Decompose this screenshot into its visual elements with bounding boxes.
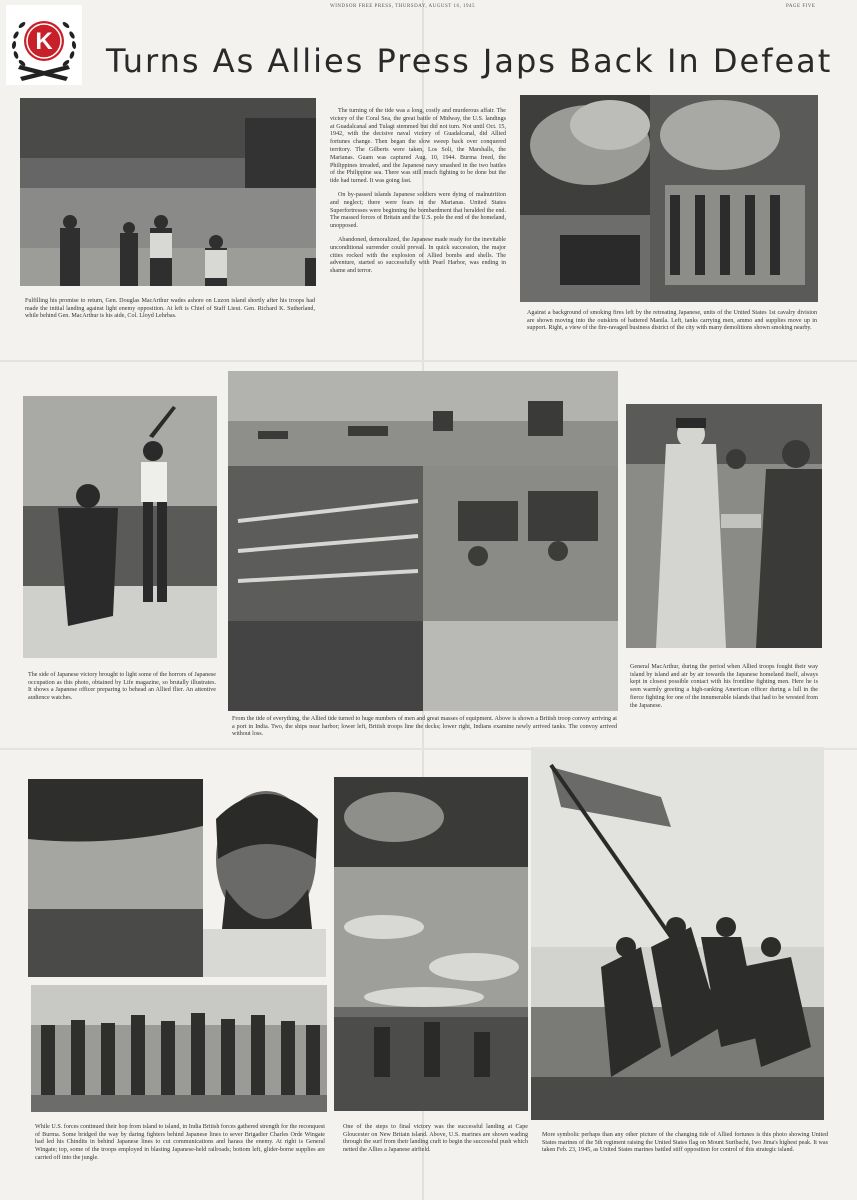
caption-manila: Against a background of smoking fires left by the retreating Japanese, units of the United States 1st cavalry division are shown moving into the outskirts of battered Manila. Left, tanks carrying men, ammo and supplies move up in support. Right, a view of the fire-ravaged business district of the city with many demolitions shown smoking nearby. — [527, 310, 817, 332]
page-number: PAGE FIVE — [786, 4, 816, 9]
article-paragraph: The turning of the tide was a long, costly and murderous affair. The victory of the Coral Sea, the great battle of Midway, the U.S. landings at Guadalcanal and Tulagi stemmed but did not turn. Not until Oct. 15, 1942, with the decisive naval victory of Guadalcanal, did Allied fortunes change. Then began the slow sweep back over conquered territory. The Gilberts were taken, Los Soli, the Marshalls, the Marianas. Guam was captured Aug. 10, 1944. Burma freed, the Philippines invaded, and the Japanese navy smashed in the two battles of the Philippine sea. There was still much fighting to be done but the tide had turned. It was going fast. — [330, 108, 506, 185]
logo — [6, 5, 82, 85]
caption-cape-gloucester: One of the steps to final victory was the successful landing at Cape Gloucester on New Britain island. Above, U.S. marines are shown wading through the surf from their landing craft to begin the successful push which netted the Allies a Japanese airfield. — [343, 1124, 528, 1154]
photo-manila — [520, 95, 818, 302]
photo-general-macarthur — [626, 404, 822, 648]
caption-macarthur-landing: Fulfilling his promise to return, Gen. Douglas MacArthur wades ashore on Luzon island shortly after his troops had made the initial landing against light enemy opposition. At left is Chief of Staff Lieut. Gen. Richard K. Sutherland, while behind Gen. MacArthur is his aide, Col. Lloyd Lehrbas. — [25, 298, 315, 320]
article-body — [330, 108, 506, 282]
caption-wingate: While U.S. forces continued their hop from island to island, in India British forces gathered strength for the reconquest of Burma. Some bridged the way by daring fighters behind Japanese lines to sever Brigadier Charles Orde Wingate had led his Chindits in behind Japanese lines to cut communications and harass the enemy. At right is General Wingate; top, some of the troops employed in blasting Japanese-held railroads; bottom left, glider-borne supplies are carried off into the jungle. — [35, 1124, 325, 1161]
photo-cape-gloucester — [334, 777, 528, 1111]
photo-macarthur-landing — [20, 98, 316, 286]
headline: Turns As Allies Press Japs Back In Defeat — [106, 42, 833, 80]
running-header: WINDSOR FREE PRESS, THURSDAY, AUGUST 16, 1945 — [330, 4, 475, 9]
caption-iwo-jima: More symbolic perhaps than any other picture of the changing tide of Allied fortunes is this photo showing United States marines of the 5th regiment raising the United States flag on Mount Suribachi, Iwo Jima's highest peak. It was taken Feb. 23, 1945, as United States marines battled stiff opposition for control of this strategic island. — [542, 1132, 828, 1154]
article-paragraph: Abandoned, demoralized, the Japanese made ready for the inevitable unconditional surrender could prevail. In quick succession, the major cities rocked with the explosion of Allied bombs and shells. The adventure, started so successfully with Pearl Harbor, was ending in shame and terror. — [330, 236, 506, 275]
fold-line-horizontal — [0, 360, 857, 362]
photo-chindit-troops — [31, 985, 327, 1112]
caption-equipment: From the tide of everything, the Allied tide turned to huge numbers of men and great masses of equipment. Above is shown a British troop convoy arriving at a port in India. Two, the ships near harbor; lower left, British troops line the decks; lower right, Indians examine newly arrived tanks. The convoy arrived without loss. — [232, 716, 617, 738]
photo-iwo-jima — [531, 747, 824, 1120]
photo-equipment-collage — [228, 371, 618, 711]
photo-wingate — [28, 779, 326, 977]
logo-letter: K — [35, 28, 53, 55]
photo-execution — [23, 396, 217, 658]
caption-execution: The side of Japanese victory brought to light some of the horrors of Japanese occupation as this photo, obtained by Life magazine, so brutally illustrates. It shows a Japanese officer preparing to behead an Allied flier. An attentive audience watches. — [28, 672, 216, 702]
caption-general-macarthur: General MacArthur, during the period when Allied troops fought their way island by island and air by air towards the Japanese homeland itself, always kept in closest possible contact with his frontline fighting men. Here he is seen warmly greeting a high-ranking American officer during a lull in the fierce fighting for one of the innumerable islands that had to be wrested from the Japanese. — [630, 664, 818, 709]
article-paragraph: On by-passed islands Japanese soldiers were dying of malnutrition and neglect; there were fears in the Marianas. United States Superfortresses were beginning the bombardment that heralded the end. The massed forces of Britain and the U.S. pole the end of the homeland, unopposed. — [330, 191, 506, 230]
